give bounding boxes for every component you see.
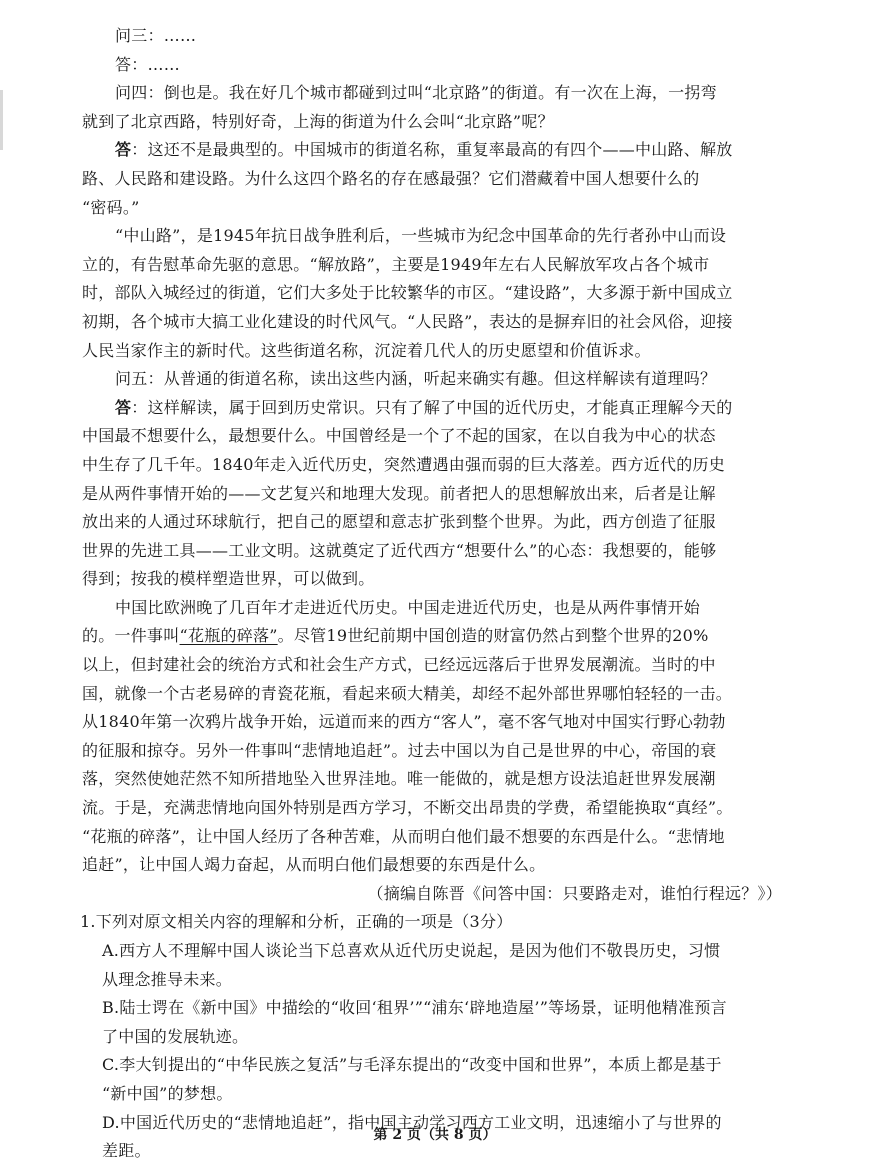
option-a-cont: 从理念推导未来。 bbox=[102, 969, 233, 989]
passage-line: 是从两件事情开始的——文艺复兴和地理大发现。前者把人的思想解放出来，后者是让解 bbox=[82, 483, 716, 503]
passage-line: 中生存了几千年。1840年走入近代历史，突然遭遇由强而弱的巨大落差。西方近代的历史 bbox=[82, 454, 725, 474]
answer-label: 答 bbox=[115, 140, 132, 160]
passage-line: 的征服和掠夺。另外一件事叫“悲情地追赶”。过去中国以为自己是世界的中心，帝国的衰 bbox=[82, 740, 717, 760]
passage-line: 世界的先进工具——工业文明。这就奠定了近代西方“想要什么”的心态：我想要的，能够 bbox=[82, 540, 717, 560]
passage-line: 路、人民路和建设路。为什么这四个路名的存在感最强？它们潜藏着中国人想要什么的 bbox=[82, 168, 700, 188]
passage-line: “中山路”，是1945年抗日战争胜利后，一些城市为纪念中国革命的先行者孙中山而设 bbox=[115, 226, 727, 246]
option-d-cont: 差距。 bbox=[102, 1141, 151, 1161]
passage-line: 立的，有告慰革命先驱的意思。“解放路”，主要是1949年左右人民解放军攻占各个城市 bbox=[82, 254, 710, 274]
question-stem: 1.下列对原文相关内容的理解和分析，正确的一项是（3分） bbox=[80, 912, 513, 932]
option-b-cont: 了中国的发展轨迹。 bbox=[102, 1026, 249, 1046]
passage-line: 中国比欧洲晚了几百年才走进近代历史。中国走进近代历史，也是从两件事情开始 bbox=[115, 597, 701, 617]
answer-label: 答 bbox=[115, 397, 132, 417]
passage-line: 答：这样解读，属于回到历史常识。只有了解了中国的近代历史，才能真正理解今天的 bbox=[115, 397, 733, 417]
passage-line: 问三：…… bbox=[115, 26, 197, 45]
passage-line: 人民当家作主的新时代。这些街道名称，沉淀着几代人的历史愿望和价值诉求。 bbox=[82, 340, 651, 360]
option-d: D.中国近代历史的“悲情地追赶”，指中国主动学习西方工业文明，迅速缩小了与世界的 bbox=[102, 1112, 722, 1132]
passage-line: 就到了北京西路，特别好奇，上海的街道为什么会叫“北京路”呢？ bbox=[82, 111, 554, 131]
passage-line: 答：这还不是最典型的。中国城市的街道名称，重复率最高的有四个——中山路、解放 bbox=[115, 140, 733, 160]
source-citation: （摘编自陈晋《问答中国：只要路走对，谁怕行程远？》） bbox=[367, 883, 782, 903]
option-c: C.李大钊提出的“中华民族之复活”与毛泽东提出的“改变中国和世界”，本质上都是基于 bbox=[102, 1055, 722, 1075]
passage-line: 流。于是，充满悲情地向国外特别是西方学习，不断交出昂贵的学费，希望能换取“真经”。 bbox=[82, 798, 733, 818]
passage-line: 问四：倒也是。我在好几个城市都碰到过叫“北京路”的街道。有一次在上海，一拐弯 bbox=[115, 83, 717, 103]
exam-page bbox=[82, 20, 788, 1166]
passage-line: 放出来的人通过环球航行，把自己的愿望和意志扩张到整个世界。为此，西方创造了征服 bbox=[82, 512, 716, 532]
page-edge-shadow bbox=[0, 90, 3, 150]
option-c-cont: “新中国”的梦想。 bbox=[102, 1083, 233, 1103]
passage-line: 问五：从普通的街道名称，读出这些内涵，听起来确实有趣。但这样解读有道理吗？ bbox=[115, 369, 717, 389]
option-a: A.西方人不理解中国人谈论当下总喜欢从近代历史说起，是因为他们不敬畏历史，习惯 bbox=[102, 941, 721, 960]
passage-line: 从1840年第一次鸦片战争开始，远道而来的西方“客人”，毫不客气地对中国实行野心勃勃 bbox=[82, 712, 726, 732]
option-b: B.陆士谔在《新中国》中描绘的“收回‘租界’”“浦东‘辟地造屋’”等场景，证明他精准预言 bbox=[102, 998, 727, 1018]
passage-line: 中国最不想要什么，最想要什么。中国曾经是一个了不起的国家，在以自我为中心的状态 bbox=[82, 426, 716, 446]
passage-line: 以上，但封建社会的统治方式和社会生产方式，已经远远落后于世界发展潮流。当时的中 bbox=[82, 655, 716, 675]
passage-line: “花瓶的碎落”，让中国人经历了各种苦难，从而明白他们最不想要的东西是什么。“悲情地 bbox=[82, 826, 725, 846]
passage-line: 落，突然使她茫然不知所措地坠入世界洼地。唯一能做的，就是想方设法追赶世界发展潮 bbox=[82, 769, 716, 789]
passage-line: 答：…… bbox=[115, 54, 181, 74]
passage-line: 国，就像一个古老易碎的青瓷花瓶，看起来硕大精美，却经不起外部世界哪怕轻轻的一击。 bbox=[82, 683, 733, 703]
passage-line: “密码。” bbox=[82, 197, 140, 217]
passage-line: 追赶”，让中国人竭力奋起，从而明白他们最想要的东西是什么。 bbox=[82, 855, 546, 875]
passage-line: 的。一件事叫“花瓶的碎落”。尽管19世纪前期中国创造的财富仍然占到整个世界的20% bbox=[82, 626, 709, 646]
passage-line: 初期，各个城市大搞工业化建设的时代风气。“人民路”，表达的是摒弃旧的社会风俗，迎接 bbox=[82, 311, 733, 331]
passage-line: 时，部队入城经过的街道，它们大多处于比较繁华的市区。“建设路”，大多源于新中国成立 bbox=[82, 283, 733, 303]
passage-line: 得到；按我的模样塑造世界，可以做到。 bbox=[82, 569, 375, 589]
page-number: 第 2 页（共 8 页） bbox=[373, 1127, 497, 1143]
underlined-phrase: “花瓶的碎落” bbox=[179, 626, 278, 646]
